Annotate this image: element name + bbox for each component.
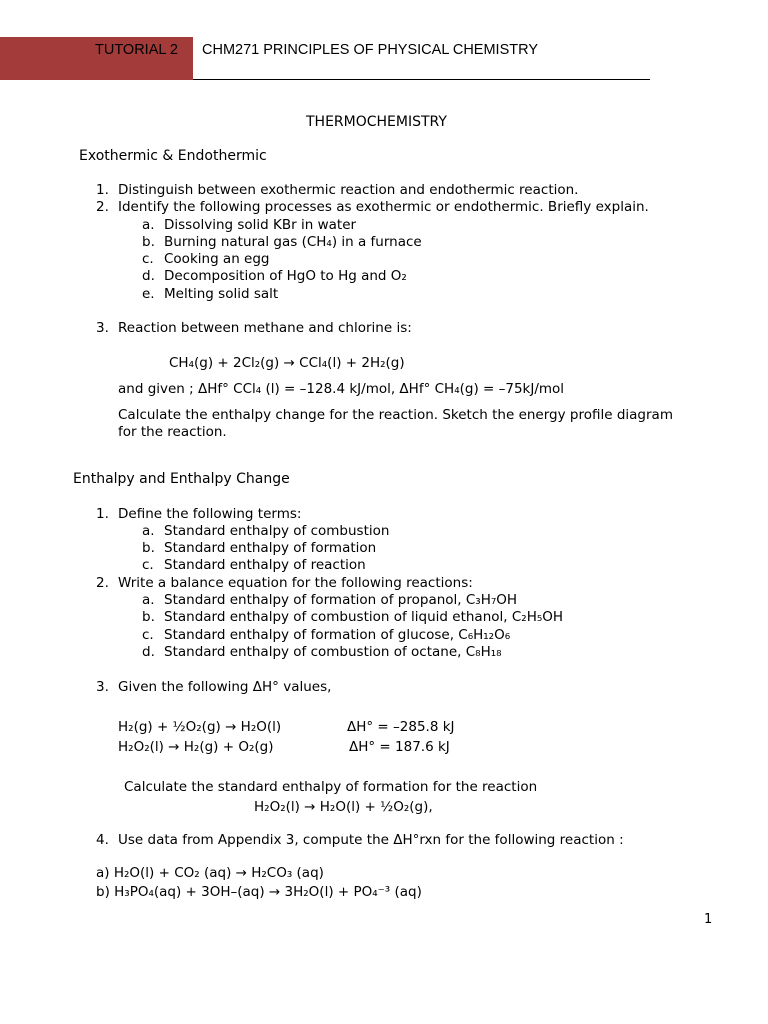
s2-q2-item-text: Standard enthalpy of formation of propanol, C₃H₇OH	[164, 592, 518, 608]
s2-q2-item-letter: c.	[142, 627, 154, 643]
s2-q2-item-letter: b.	[142, 609, 155, 625]
s2-q2-item-text: Standard enthalpy of combustion of octane, C₈H₁₈	[164, 644, 502, 660]
s1-q2-number: 2.	[96, 199, 109, 215]
s1-q2-item-text: Dissolving solid KBr in water	[164, 217, 357, 233]
s2-q1-item-letter: a.	[142, 523, 155, 539]
s1-q2-item-text: Melting solid salt	[164, 286, 279, 302]
s2-q1-item-text: Standard enthalpy of combustion	[164, 523, 390, 539]
tutorial-label: TUTORIAL 2	[95, 42, 178, 58]
s1-q2-item-letter: c.	[142, 251, 154, 267]
s2-q1-item-text: Standard enthalpy of formation	[164, 540, 377, 556]
s1-q2-text: Identify the following processes as exothermic or endothermic. Briefly explain.	[118, 199, 649, 215]
s2-q1-text: Define the following terms:	[118, 506, 302, 522]
s2-q4-text: Use data from Appendix 3, compute the ΔH°rxn for the following reaction :	[118, 832, 624, 848]
s2-q3-calc: Calculate the standard enthalpy of formation for the reaction	[124, 779, 538, 795]
s1-q2-item-letter: d.	[142, 268, 155, 284]
s1-q2-item-text: Decomposition of HgO to Hg and O₂	[164, 268, 407, 284]
s2-q1-item-text: Standard enthalpy of reaction	[164, 557, 366, 573]
s2-q2-item-letter: d.	[142, 644, 155, 660]
s1-q3-calc-line1: Calculate the enthalpy change for the reaction. Sketch the energy profile diagram	[118, 407, 673, 423]
s2-q3-target-reaction: H₂O₂(l) → H₂O(l) + ½O₂(g),	[254, 799, 433, 815]
s2-q3-number: 3.	[96, 679, 109, 695]
s1-q3-given: and given ; ΔHf° CCl₄ (l) = –128.4 kJ/mol, ΔHf° CH₄(g) = –75kJ/mol	[118, 381, 565, 397]
s2-q3-equation1-dh: ΔH° = –285.8 kJ	[347, 719, 455, 735]
s2-q3-equation2-dh: ΔH° = 187.6 kJ	[349, 739, 450, 755]
s2-q4-reaction-a: a) H₂O(l) + CO₂ (aq) → H₂CO₃ (aq)	[96, 865, 324, 881]
s1-q2-item-text: Burning natural gas (CH₄) in a furnace	[164, 234, 422, 250]
section2-heading: Enthalpy and Enthalpy Change	[73, 471, 290, 487]
s1-q3-number: 3.	[96, 320, 109, 336]
s2-q1-item-letter: c.	[142, 557, 154, 573]
s2-q3-text: Given the following ΔH° values,	[118, 679, 332, 695]
s1-q1-text: Distinguish between exothermic reaction and endothermic reaction.	[118, 182, 579, 198]
header-rule	[193, 79, 650, 80]
s2-q2-text: Write a balance equation for the following reactions:	[118, 575, 473, 591]
page-number: 1	[704, 912, 713, 927]
s1-q3-calc-line2: for the reaction.	[118, 424, 227, 440]
s1-q3-text: Reaction between methane and chlorine is:	[118, 320, 412, 336]
page-title: THERMOCHEMISTRY	[306, 114, 447, 130]
s1-q2-item-letter: a.	[142, 217, 155, 233]
course-title: CHM271 PRINCIPLES OF PHYSICAL CHEMISTRY	[202, 42, 538, 58]
s2-q4-reaction-b: b) H₃PO₄(aq) + 3OH–(aq) → 3H₂O(l) + PO₄⁻³ (aq)	[96, 884, 422, 900]
s2-q3-equation1: H₂(g) + ½O₂(g) → H₂O(l)	[118, 719, 282, 735]
s2-q4-number: 4.	[96, 832, 109, 848]
s1-q2-item-text: Cooking an egg	[164, 251, 270, 267]
s2-q1-number: 1.	[96, 506, 109, 522]
s2-q2-item-text: Standard enthalpy of formation of glucose, C₆H₁₂O₆	[164, 627, 511, 643]
s2-q2-item-letter: a.	[142, 592, 155, 608]
s2-q2-item-text: Standard enthalpy of combustion of liquid ethanol, C₂H₅OH	[164, 609, 564, 625]
s1-q2-item-letter: b.	[142, 234, 155, 250]
s2-q2-number: 2.	[96, 575, 109, 591]
s2-q3-equation2: H₂O₂(l) → H₂(g) + O₂(g)	[118, 739, 274, 755]
s1-q2-item-letter: e.	[142, 286, 155, 302]
s2-q1-item-letter: b.	[142, 540, 155, 556]
s1-q3-equation: CH₄(g) + 2Cl₂(g) → CCl₄(l) + 2H₂(g)	[169, 355, 405, 371]
s1-q1-number: 1.	[96, 182, 109, 198]
section1-heading: Exothermic & Endothermic	[79, 148, 267, 164]
